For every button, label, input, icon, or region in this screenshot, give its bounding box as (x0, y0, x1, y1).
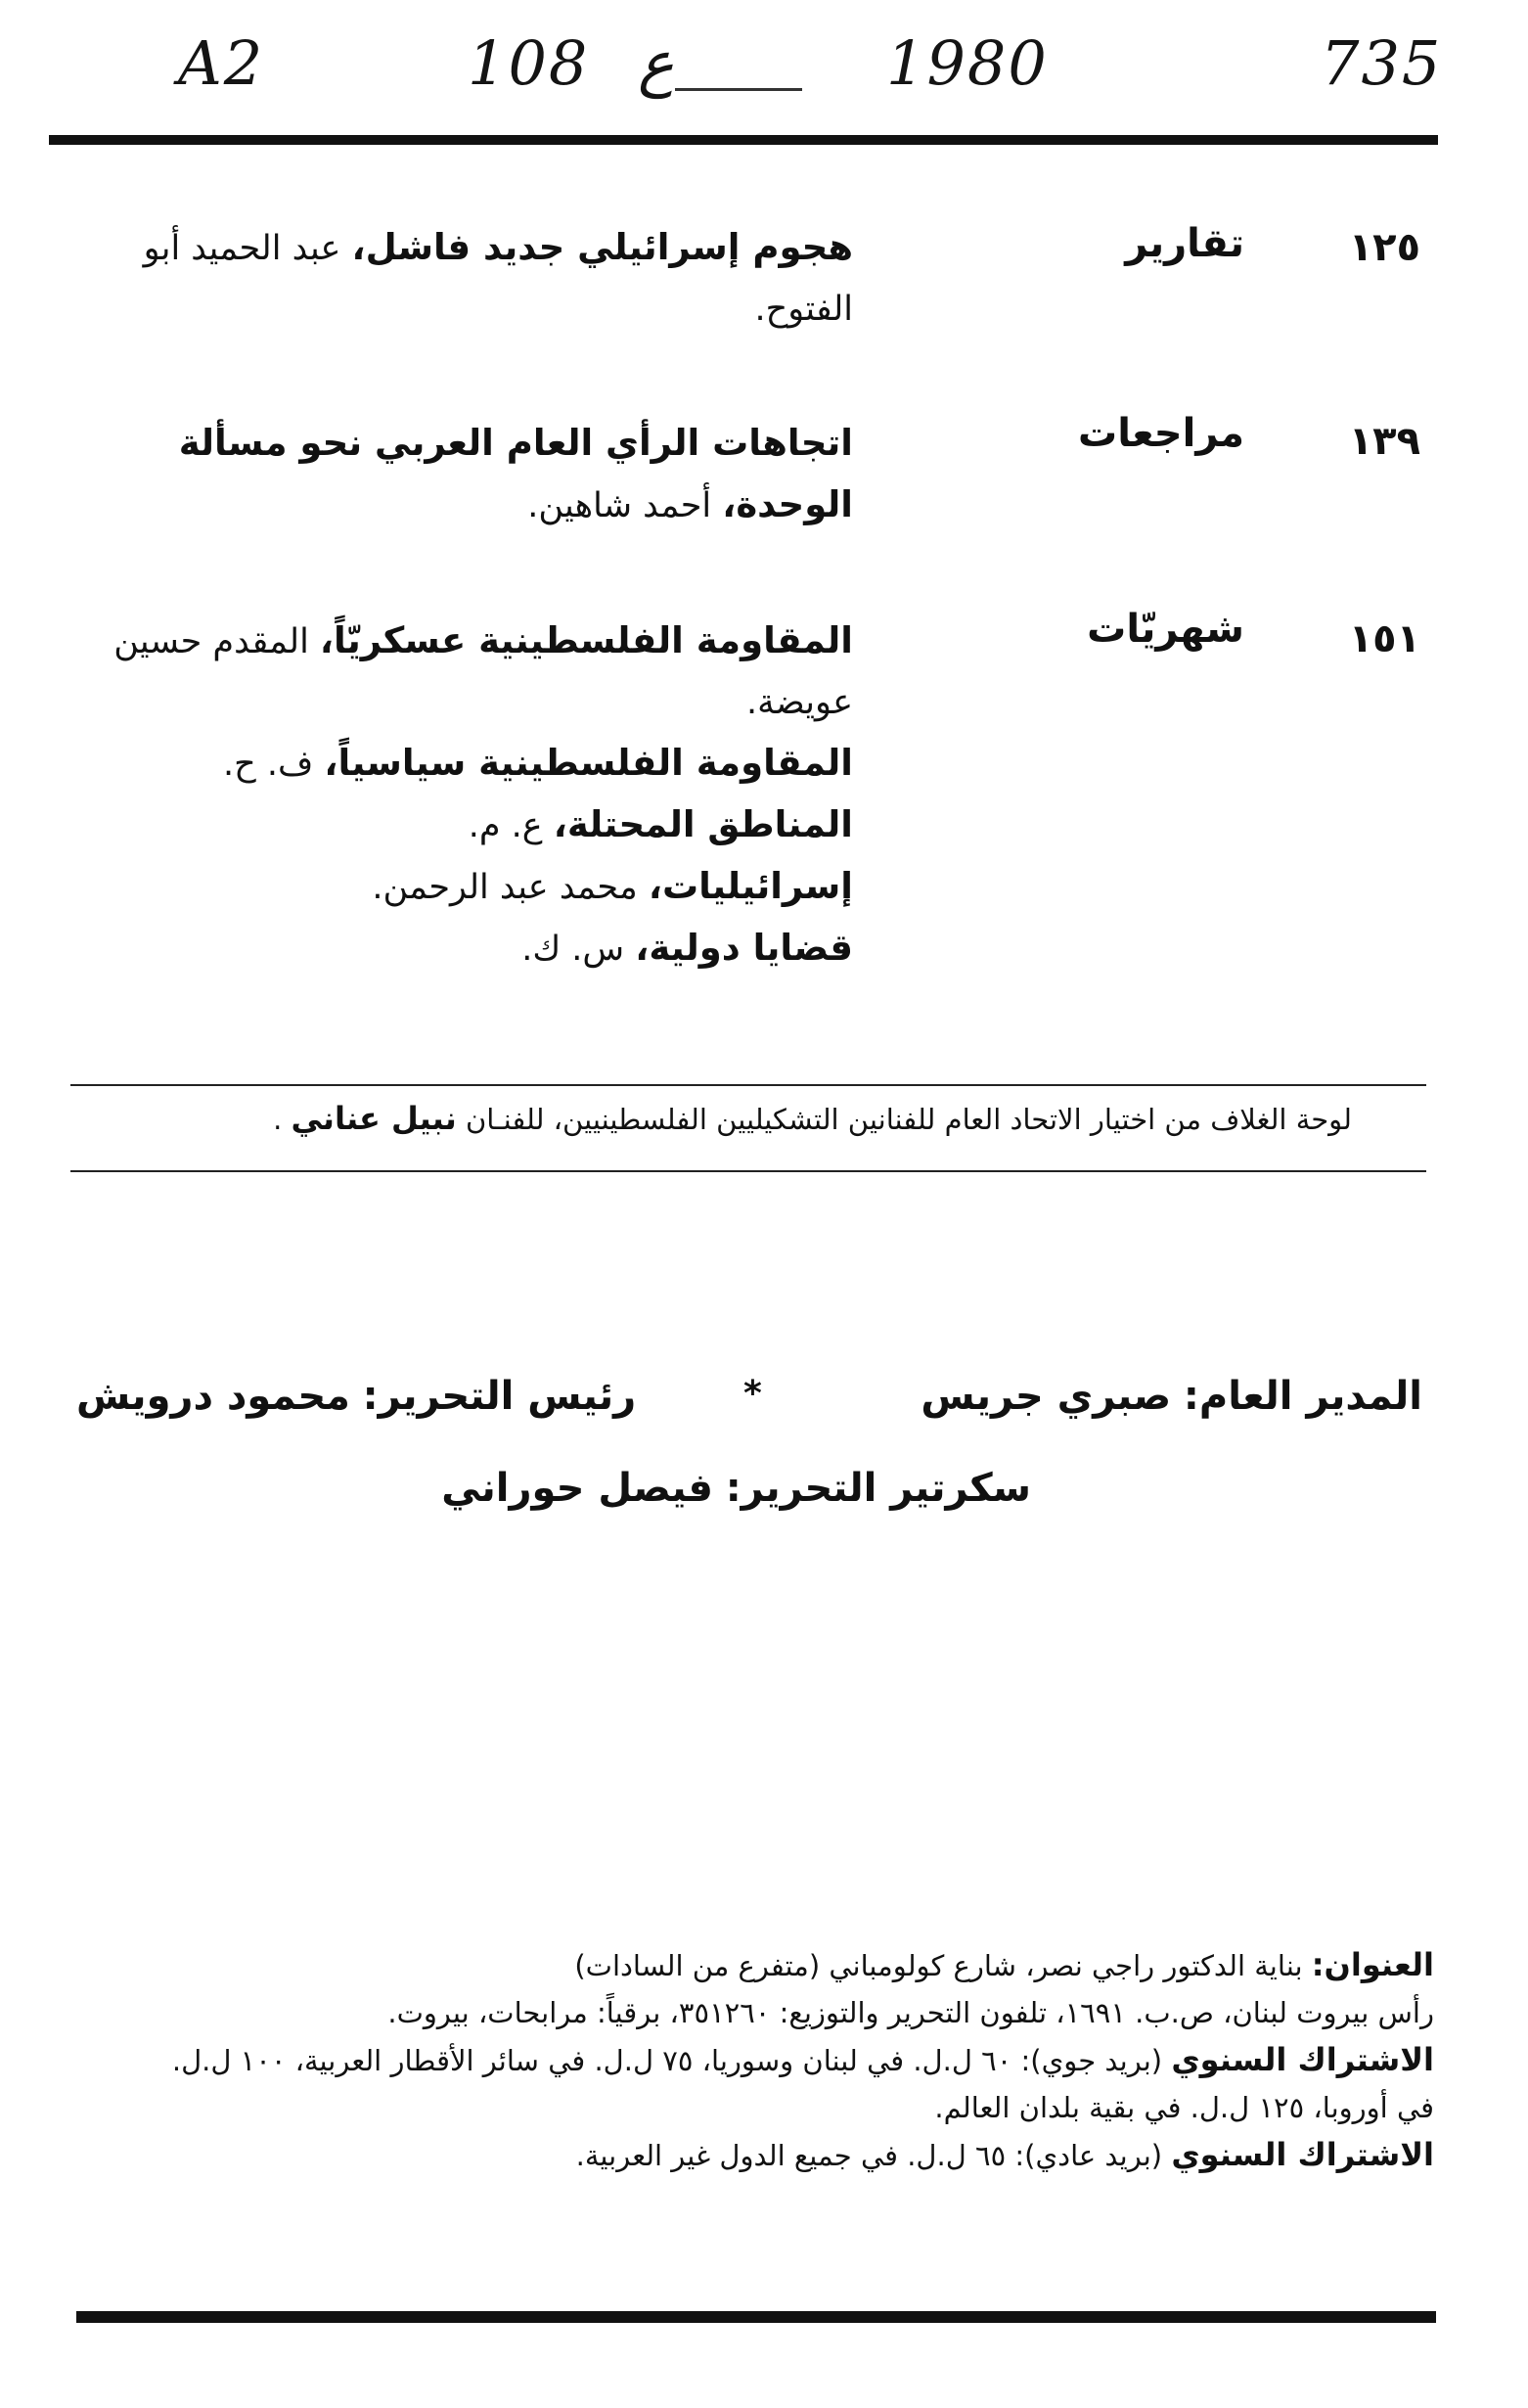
toc-entry (61, 611, 853, 733)
entry-title: قضايا دولية، (635, 927, 853, 969)
toc-page-number: ١٢٥ (1348, 225, 1420, 270)
secretary-label: سكرتير التحرير: (725, 1466, 1031, 1511)
bottom-rule (76, 2311, 1436, 2323)
toc-entries (61, 611, 853, 979)
address-block (162, 1941, 1434, 2179)
entry-title: هجوم إسرائيلي جديد فاشل، (351, 226, 853, 268)
address-line (162, 1941, 1434, 1989)
editor-label: رئيس التحرير: (362, 1374, 637, 1419)
subscription-regular (162, 2131, 1434, 2179)
entry-title: اتجاهات الرأي العام العربي نحو مسألة الوحدة، (178, 422, 853, 525)
cover-note-end: . (273, 1103, 292, 1136)
editor-line (76, 1374, 636, 1419)
subscription-air-label: الاشتراك السنوي (1171, 2041, 1434, 2078)
cover-note-artist: نبيل عناني (291, 1100, 457, 1137)
toc-page-number: ١٥١ (1348, 616, 1420, 661)
cover-note-top-rule (70, 1084, 1426, 1086)
secretary-name: فيصل حوراني (441, 1466, 713, 1511)
handwritten-year: 1980 (886, 27, 1049, 99)
toc-entry (61, 856, 853, 918)
address-line1: بناية الدكتور راجي نصر، شارع كولومباني (متفرع من السادات) (574, 1949, 1312, 1982)
handwritten-letter: ع (638, 27, 674, 99)
entry-title: المقاومة الفلسطينية عسكريّاً، (319, 619, 853, 661)
subscription-regular-label: الاشتراك السنوي (1171, 2136, 1434, 2173)
handwritten-code: A2 (178, 27, 265, 99)
address-label: العنوان: (1311, 1946, 1434, 1983)
cover-note-bottom-rule (70, 1170, 1426, 1172)
toc-section-title: شهريّات (1087, 607, 1244, 652)
toc-entry (61, 733, 853, 795)
entry-author: عبد الحميد أبو الفتوح. (143, 229, 853, 329)
entry-title: إسرائيليات، (648, 865, 853, 907)
secretary-line (441, 1466, 1031, 1511)
toc-section-title: مراجعات (1078, 411, 1244, 456)
entry-author: محمد عبد الرحمن. (372, 868, 649, 907)
subscription-air-text: (بريد جوي): ٦٠ ل.ل. في لبنان وسوريا، ٧٥ ل.ل. في سائر الأقطار العربية، ١٠٠ ل.ل. في أوروبا، ١٢٥ ل.ل. في بقية بلدان العالم. (171, 2044, 1434, 2124)
editor-name: محمود درويش (76, 1374, 350, 1419)
handwritten-issue-number: 108 (468, 27, 590, 99)
toc-entry (61, 795, 853, 856)
address-line2: رأس بيروت لبنان، ص.ب. ١٦٩١، تلفون التحرير والتوزيع: ٣٥١٢٦٠، برقياً: مرابحات، بيروت. (387, 1996, 1434, 2029)
subscription-regular-text: (بريد عادي): ٦٥ ل.ل. في جميع الدول غير العربية. (575, 2139, 1172, 2172)
entry-author: أحمد شاهين. (527, 486, 723, 525)
toc-entry (61, 918, 853, 979)
top-rule (49, 135, 1438, 145)
cover-note (80, 1100, 1352, 1137)
toc-entries (61, 217, 853, 340)
subscription-air (162, 2036, 1434, 2131)
toc-entries (61, 413, 853, 536)
entry-author: المقدم حسين عويضة. (113, 622, 853, 722)
director-line (921, 1374, 1422, 1419)
toc-page-number: ١٣٩ (1348, 419, 1420, 464)
entry-author: س. ك. (521, 930, 636, 969)
toc-entry (61, 217, 853, 340)
toc-section-title: تقارير (1125, 221, 1244, 266)
handwritten-page-ref: 735 (1321, 27, 1443, 99)
toc-entry (61, 413, 853, 536)
handwritten-stroke (675, 88, 802, 91)
director-label: المدير العام: (1183, 1374, 1422, 1419)
entry-author: ع. م. (468, 806, 554, 845)
entry-author: ف. ح. (223, 745, 325, 784)
cover-note-text: لوحة الغلاف من اختيار الاتحاد العام للفنانين التشكيليين الفلسطينيين، للفنـان (465, 1103, 1352, 1136)
entry-title: المناطق المحتلة، (553, 803, 853, 845)
entry-title: المقاومة الفلسطينية سياسياً، (324, 742, 853, 784)
staff-separator: * (743, 1374, 762, 1414)
director-name: صبري جريس (921, 1374, 1172, 1419)
